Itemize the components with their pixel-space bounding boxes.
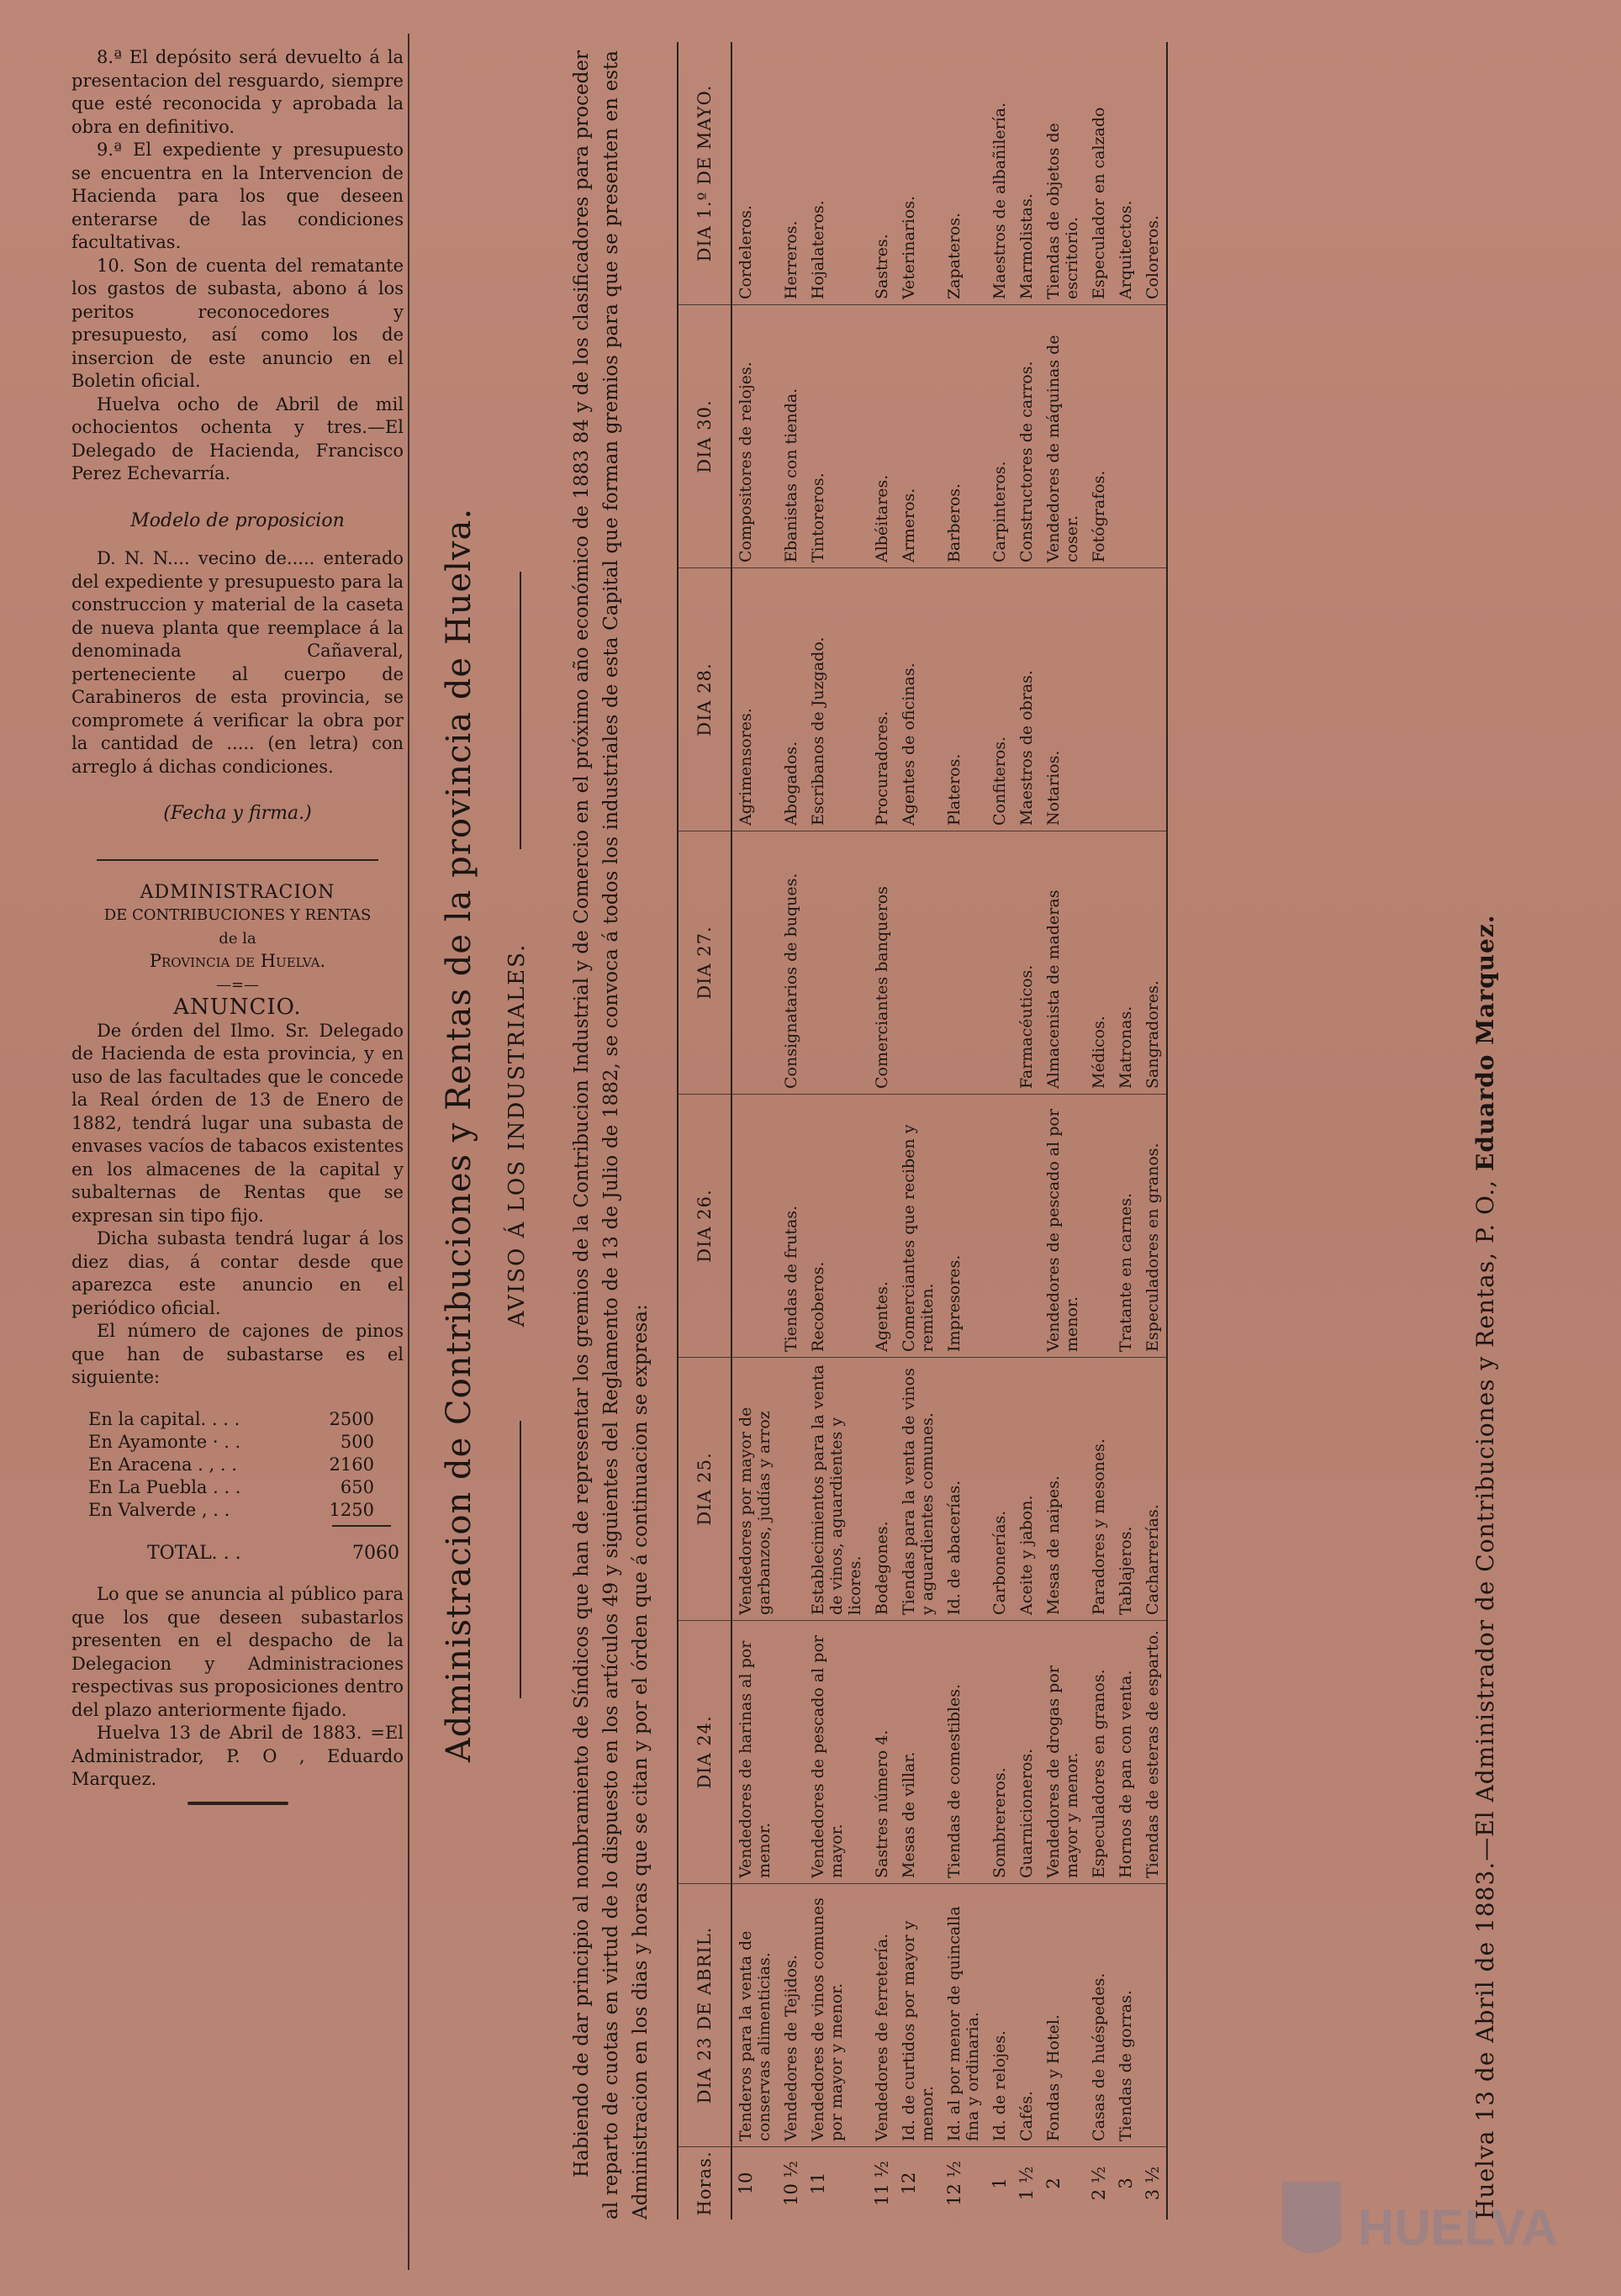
trade-cell: Paradores y mesones.	[1085, 1357, 1112, 1620]
total-qty: 7060	[352, 1542, 399, 1564]
signature-text: Huelva 13 de Abril de 1883.—El Administrador de Contribuciones y Rentas, P. O.,	[1471, 1170, 1499, 2219]
hour-cell: 12	[899, 2172, 919, 2195]
anuncio-title: ANUNCIO.	[173, 995, 302, 1020]
table-row	[869, 42, 895, 2219]
schedule-body	[731, 42, 1167, 2219]
hour-cell: 3 ½	[1139, 2146, 1167, 2219]
condition-8: 8.ª El depósito será devuelto á la presentacion del resguardo, siempre que esté reconocida y aprobada la obra en definitivo.	[71, 47, 404, 137]
table-row	[1013, 42, 1040, 2219]
trade-cell: Id. al por menor de quincalla fina y ordinaria.	[941, 1883, 986, 2146]
trade-cell	[778, 1357, 805, 1620]
trade-cell: Hojalateros.	[805, 42, 869, 305]
trade-cell: Tintoreros.	[805, 305, 869, 568]
trade-cell: Vendedores de ferretería.	[869, 1883, 895, 2146]
trade-cell	[986, 1095, 1013, 1358]
trade-cell: Constructores de carros.	[1013, 305, 1040, 568]
hour-cell: 10 ½	[781, 2161, 801, 2206]
trade-cell: Ebanistas con tienda.	[778, 305, 805, 568]
hour-cell: 11	[808, 2172, 828, 2195]
condition-9: 9.ª El expediente y presupuesto se encuentra en la Intervencion de Hacienda para los que deseen enterarse de las condiciones facultativas.	[71, 140, 404, 252]
trade-cell: Herreros.	[778, 42, 805, 305]
hour-cell: 1	[990, 2177, 1010, 2189]
cajones-row	[88, 1408, 374, 1431]
trade-cell: Veterinarios.	[895, 42, 941, 305]
trade-cell: Vendedores por mayor de garbanzos, judías y arroz	[731, 1357, 778, 1620]
trade-cell: Sombrereros.	[986, 1620, 1013, 1883]
trade-cell: Maestros de obras.	[1013, 568, 1040, 831]
trade-cell	[1013, 1095, 1040, 1358]
trade-cell: Vendedores de máquinas de coser.	[1040, 305, 1085, 568]
trade-cell: Médicos.	[1085, 831, 1112, 1095]
aviso-rule-right	[520, 572, 521, 849]
trade-cell	[778, 1620, 805, 1883]
trade-cell: Fotógrafos.	[1085, 305, 1112, 568]
modelo-text: D. N. N.... vecino de..... enterado del expediente y presupuesto para la construccion y material de la caseta de nueva planta que reemplace á la denominada Cañaveral, perteneciente al cuerpo de Carabineros de esta provincia, se compromete á verificar la obra por la cantidad de ..... (en letra) con arreglo á dichas condiciones.	[71, 548, 404, 777]
cajones-row	[88, 1431, 374, 1454]
hour-cell: 3	[1116, 2177, 1136, 2189]
col-header: DIA 27.	[678, 831, 731, 1095]
notice-intro-text: Habiendo de dar principio al nombramiento de Síndicos que han de representar los gremios de la Contribucion Industrial y de Comercio en el próximo año económico de 1883 84 y de los clasificadores para proceder al reparto de cuotas en virtud de lo dispuesto en los artículos 49 y siguientes del Reglamento de 13 de Julio de 1882, se convoca á todos los industriales de esta Capital que forman gremios para que se presenten en esta Administracion en los dias y horas que se citan y por el órden que á continuacion se expresa:	[571, 50, 652, 2219]
table-row	[778, 42, 805, 2219]
trade-cell: Farmacéuticos.	[1013, 831, 1040, 1095]
admin-subtitle: DE CONTRIBUCIONES Y RENTAS	[103, 906, 372, 924]
trade-cell: Id. de relojes.	[986, 1883, 1013, 2146]
trade-cell: Comerciantes que reciben y remiten.	[895, 1095, 941, 1358]
cajones-place: En Ayamonte · . .	[88, 1431, 241, 1452]
trade-cell	[1112, 568, 1139, 831]
cajones-row	[88, 1499, 374, 1522]
cajones-qty: 2500	[329, 1408, 374, 1429]
table-row	[1112, 42, 1139, 2219]
trade-cell: Guarnicioneros.	[1013, 1620, 1040, 1883]
trade-cell: Vendedores de harinas al por menor.	[731, 1620, 778, 1883]
cajones-place: En Valverde , . .	[88, 1499, 230, 1520]
notice-title: Administracion de Contribuciones y Rentas de la provincia de Huelva.	[440, 507, 478, 1763]
cajones-list	[88, 1408, 374, 1522]
trade-cell	[731, 831, 778, 1095]
trade-cell: Tiendas de frutas.	[778, 1095, 805, 1358]
anuncio-paragraph-3: El número de cajones de pinos que han de subastarse es el siguiente:	[71, 1321, 404, 1387]
trade-cell: Comerciantes banqueros	[869, 831, 895, 1095]
rotated-notice	[437, 34, 1555, 2236]
trade-cell: Tiendas de gorras.	[1112, 1883, 1139, 2146]
anuncio-signature: Huelva 13 de Abril de 1883. =El Administrador, P. O , Eduardo Marquez.	[71, 1723, 404, 1789]
admin-subtitle-de: de la	[219, 929, 256, 947]
watermark-text: HUELVA	[1358, 2199, 1558, 2256]
col-header: Horas.	[678, 2146, 731, 2219]
trade-cell	[1139, 305, 1167, 568]
trade-cell	[895, 831, 941, 1095]
trade-cell: Escribanos de Juzgado.	[805, 568, 869, 831]
trade-cell: Especuladores en granos.	[1085, 1620, 1112, 1883]
notice-intro	[568, 50, 656, 2219]
admin-province: Provincia de Huelva.	[149, 951, 326, 971]
hour-cell: 10	[736, 2172, 756, 2195]
cajones-qty: 2160	[329, 1454, 374, 1475]
trade-cell: Agrimensores.	[731, 568, 778, 831]
trade-cell	[1085, 1095, 1112, 1358]
trade-cell: Especulador en calzado	[1085, 42, 1112, 305]
trade-cell: Confiteros.	[986, 568, 1013, 831]
trade-cell: Carbonerías.	[986, 1357, 1013, 1620]
trade-cell: Albéitares.	[869, 305, 895, 568]
trade-cell: Id. de abacerías.	[941, 1357, 986, 1620]
hour-cell: 12 ½	[944, 2161, 964, 2206]
hour-cell: 2	[1043, 2177, 1064, 2189]
trade-cell: Agentes de oficinas.	[895, 568, 941, 831]
trade-cell: Cacharrerías.	[1139, 1357, 1167, 1620]
table-row	[986, 42, 1013, 2219]
trade-cell: Impresores.	[941, 1095, 986, 1358]
total-row	[147, 1542, 399, 1565]
trade-cell: Tiendas para la venta de vinos y aguardientes comunes.	[895, 1357, 941, 1620]
col-header: DIA 28.	[678, 568, 731, 831]
trade-cell: Barberos.	[941, 305, 986, 568]
trade-cell	[1112, 305, 1139, 568]
admin-mark: —=—	[215, 975, 260, 994]
table-row	[1040, 42, 1085, 2219]
admin-title: ADMINISTRACION	[140, 881, 335, 903]
cajones-qty: 500	[340, 1431, 374, 1452]
trade-cell: Coloreros.	[1139, 42, 1167, 305]
trade-cell: Cordeleros.	[731, 42, 778, 305]
anuncio-paragraph-4: Lo que se anuncia al público para que los que deseen subastarlos presenten en el despacho de la Delegacion y Administraciones respectivas sus proposiciones dentro del plazo anteriormente fijado.	[71, 1584, 404, 1720]
trade-cell	[805, 831, 869, 1095]
city-watermark	[1274, 2165, 1593, 2274]
trade-cell: Zapateros.	[941, 42, 986, 305]
cajones-qty: 650	[340, 1476, 374, 1497]
trade-cell: Casas de huéspedes.	[1085, 1883, 1112, 2146]
trade-cell: Establecimientos para la venta de vinos, aguardientes y licores.	[805, 1357, 869, 1620]
fecha-firma: (Fecha y firma.)	[163, 803, 312, 824]
trade-cell: Cafés.	[1013, 1883, 1040, 2146]
trade-cell: Notarios.	[1040, 568, 1085, 831]
shield-icon	[1282, 2182, 1341, 2253]
trade-cell	[986, 831, 1013, 1095]
trade-cell: Vendedores de drogas por mayor y menor.	[1040, 1620, 1085, 1883]
trade-cell	[1139, 1883, 1167, 2146]
trade-cell	[1085, 568, 1112, 831]
end-ornament	[187, 1802, 288, 1805]
trade-cell: Consignatarios de buques.	[778, 831, 805, 1095]
trade-cell: Marmolistas.	[1013, 42, 1040, 305]
col-header: DIA 24.	[678, 1620, 731, 1883]
trade-cell	[941, 831, 986, 1095]
trade-cell: Hornos de pan con venta.	[1112, 1620, 1139, 1883]
table-row	[1085, 42, 1112, 2219]
col-header: DIA 30.	[678, 305, 731, 568]
hour-cell: 1 ½	[1016, 2166, 1037, 2201]
trade-cell: Matronas.	[1112, 831, 1139, 1095]
trade-cell: Abogados.	[778, 568, 805, 831]
trade-cell: Tablajeros.	[1112, 1357, 1139, 1620]
trade-cell: Agentes.	[869, 1095, 895, 1358]
trade-cell: Procuradores.	[869, 568, 895, 831]
trade-cell: Aceite y jabon.	[1013, 1357, 1040, 1620]
trade-cell: Id. de curtidos por mayor y menor.	[895, 1883, 941, 2146]
cajones-qty: 1250	[329, 1499, 374, 1520]
notice-signature	[1471, 50, 1499, 2219]
signature-name: Eduardo Marquez.	[1471, 914, 1499, 1171]
table-row	[731, 42, 778, 2219]
col-header: DIA 25.	[678, 1357, 731, 1620]
trade-cell: Vendedores de vinos comunes por mayor y menor.	[805, 1883, 869, 2146]
aviso-heading: AVISO Á LOS INDUSTRIALES.	[504, 942, 530, 1327]
trade-cell: Vendedores de Tejidos.	[778, 1883, 805, 2146]
table-header-row	[678, 42, 731, 2219]
trade-cell: Compositores de relojes.	[731, 305, 778, 568]
col-header: DIA 26.	[678, 1095, 731, 1358]
section-divider	[97, 859, 378, 861]
col-header: DIA 1.º DE MAYO.	[678, 42, 731, 305]
trade-cell: Maestros de albañilería.	[986, 42, 1013, 305]
trade-cell: Sastres número 4.	[869, 1620, 895, 1883]
trade-cell: Tratante en carnes.	[1112, 1095, 1139, 1358]
trade-cell	[1139, 568, 1167, 831]
trade-cell: Tiendas de objetos de escritorio.	[1040, 42, 1085, 305]
trade-cell: Armeros.	[895, 305, 941, 568]
hour-cell: 11 ½	[872, 2161, 892, 2206]
trade-cell: Especuladores en granos.	[1139, 1095, 1167, 1358]
table-row	[805, 42, 869, 2219]
trade-cell: Arquitectos.	[1112, 42, 1139, 305]
trade-cell: Plateros.	[941, 568, 986, 831]
trade-cell: Carpinteros.	[986, 305, 1013, 568]
trade-cell: Tiendas de comestibles.	[941, 1620, 986, 1883]
cajones-row	[88, 1454, 374, 1476]
anuncio-paragraph-2: Dicha subasta tendrá lugar á los diez dias, á contar desde que aparezca este anuncio en el periódico oficial.	[71, 1228, 404, 1318]
modelo-title: Modelo de proposicion	[130, 509, 345, 531]
trade-cell: Vendedores de pescado al por menor.	[1040, 1095, 1085, 1358]
table-row	[895, 42, 941, 2219]
trade-cell: Mesas de naipes.	[1040, 1357, 1085, 1620]
table-row	[941, 42, 986, 2219]
column-separator	[408, 34, 409, 2270]
col-header: DIA 23 DE ABRIL.	[678, 1883, 731, 2146]
cajones-place: En Aracena . , . .	[88, 1454, 237, 1475]
trade-cell: Vendedores de pescado al por mayor.	[805, 1620, 869, 1883]
total-rule	[332, 1525, 391, 1527]
cajones-place: En La Puebla . . .	[88, 1476, 241, 1497]
trade-cell: Tenderos para la venta de conservas alimenticias.	[731, 1883, 778, 2146]
trade-cell: Bodegones.	[869, 1357, 895, 1620]
total-label: TOTAL. . .	[147, 1542, 241, 1564]
trade-cell: Mesas de villar.	[895, 1620, 941, 1883]
trade-cell: Sastres.	[869, 42, 895, 305]
table-row	[1139, 42, 1167, 2219]
cajones-place: En la capital. . . .	[88, 1408, 240, 1429]
delegado-signature: Huelva ocho de Abril de mil ochocientos ochenta y tres.—El Delegado de Hacienda, Francisco Perez Echevarría.	[71, 393, 404, 483]
anuncio-paragraph-1: De órden del Ilmo. Sr. Delegado de Hacienda de esta provincia, y en uso de las facultades que le concede la Real órden de 13 de Enero de 1882, tendrá lugar una subasta de envases vacíos de tabacos existentes en los almacenes de la capital y subalternas de Rentas que se expresan sin tipo fijo.	[71, 1020, 404, 1226]
schedule-table	[677, 42, 1168, 2219]
trade-cell: Sangradores.	[1139, 831, 1167, 1095]
trade-cell: Tiendas de esteras de esparto.	[1139, 1620, 1167, 1883]
trade-cell: Almacenista de maderas	[1040, 831, 1085, 1095]
trade-cell: Recoberos.	[805, 1095, 869, 1358]
trade-cell	[731, 1095, 778, 1358]
trade-cell: Fondas y Hotel.	[1040, 1883, 1085, 2146]
left-column	[71, 46, 404, 1810]
condition-10: 10. Son de cuenta del rematante los gastos de subasta, abono á los peritos reconocedores y presupuesto, así como los de insercion de este anuncio en el Boletin oficial.	[71, 255, 404, 391]
hour-cell: 2 ½	[1089, 2166, 1109, 2201]
cajones-row	[88, 1476, 374, 1499]
